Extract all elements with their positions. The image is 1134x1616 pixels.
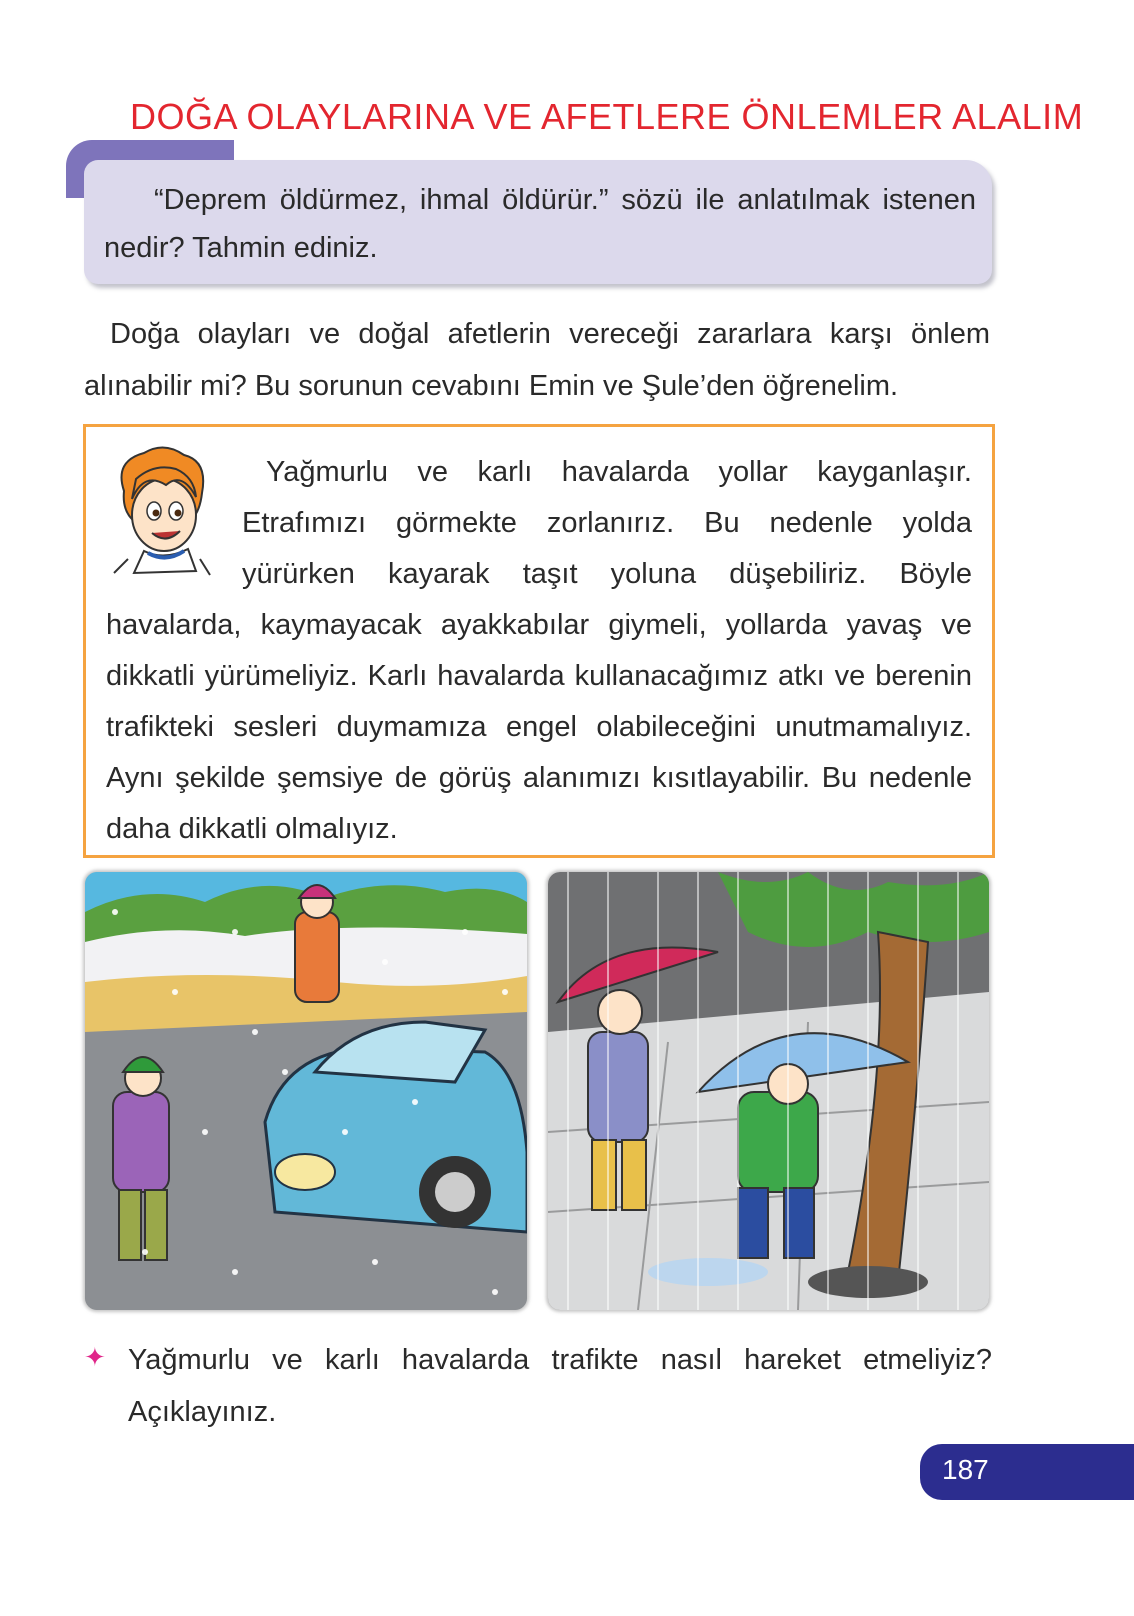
page-number: 187	[942, 1454, 989, 1485]
rainy-sidewalk-illustration	[548, 872, 989, 1310]
question-text: “Deprem öldürmez, ihmal öldürür.” sözü ile anlatılmak istenen nedir? Tahmin ediniz.	[104, 184, 976, 264]
star-bullet-icon: ✦	[84, 1342, 106, 1372]
intro-paragraph: Doğa olayları ve doğal afetlerin vereceği zararlara karşı önlem alınabilir mi? Bu sorunun cevabını Emin ve Şule’den öğrenelim.	[84, 318, 990, 402]
snowy-road-illustration	[85, 872, 527, 1310]
tip-text-block	[106, 447, 972, 855]
tip-box	[83, 424, 995, 858]
page-title: DOĞA OLAYLARINA VE AFETLERE ÖNLEMLER ALALIM	[130, 96, 1084, 137]
page-number-badge	[920, 1444, 1134, 1500]
tip-paragraph: Yağmurlu ve karlı havalarda yollar kayganlaşır. Etrafımızı görmekte zorlanırız. Bu nedenle yolda yürürken kayarak taşıt yoluna düşebiliriz. Böyle havalarda, kaymayacak ayakkabılar giymeli, yollarda yavaş ve dikkatli yürümeliyiz. Karlı havalarda kullanacağımız atkı ve berenin trafikteki sesleri duymamıza engel olabileceğini unutmamalıyız. Aynı şekilde şemsiye de görüş alanımızı kısıtlayabilir. Bu nedenle daha dikkatli olmalıyız.	[106, 456, 972, 845]
activity-question: Yağmurlu ve karlı havalarda trafikte nasıl hareket etmeliyiz? Açıklayınız.	[128, 1344, 992, 1428]
